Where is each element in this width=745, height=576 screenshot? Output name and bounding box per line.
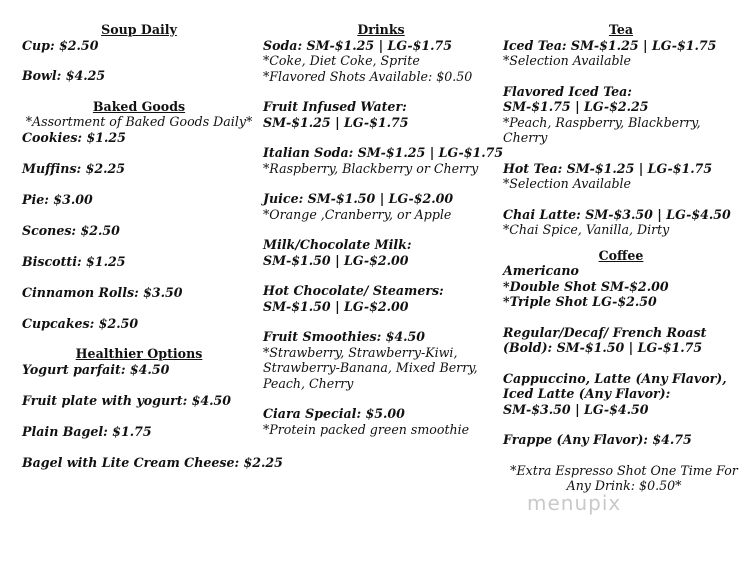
- smoothies-note: Strawberry-Banana, Mixed Berry,: [263, 360, 478, 375]
- baked-item: Cupcakes: $2.50: [22, 315, 139, 331]
- hot-tea: Hot Tea: SM-$1.25 | LG-$1.75: [503, 160, 713, 176]
- soup-heading: Soup Daily: [101, 22, 177, 37]
- smoothies-note: Peach, Cherry: [263, 375, 354, 391]
- smoothies-note: *Strawberry, Strawberry-Kiwi,: [263, 344, 458, 360]
- baked-item: Cookies: $1.25: [22, 129, 126, 145]
- extra-shot-note: Any Drink: $0.50*: [566, 478, 682, 493]
- column-left: [22, 22, 283, 470]
- fruit-water: Fruit Infused Water:: [263, 99, 407, 114]
- flavored-iced-tea: Flavored Iced Tea:: [503, 83, 632, 99]
- italian-soda: Italian Soda: SM-$1.25 | LG-$1.75: [263, 145, 504, 160]
- cappuccino-iced: Iced Latte (Any Flavor):: [503, 386, 671, 401]
- juice: Juice: SM-$1.50 | LG-$2.00: [263, 191, 454, 206]
- baked-item: Muffins: $2.25: [22, 160, 126, 176]
- chai-latte: Chai Latte: SM-$3.50 | LG-$4.50: [503, 206, 731, 222]
- chai-latte-note: *Chai Spice, Vanilla, Dirty: [503, 222, 670, 237]
- soda-price: Soda: SM-$1.25 | LG-$1.75: [263, 37, 453, 53]
- extra-shot-note: *Extra Espresso Shot One Time For: [510, 462, 738, 478]
- ciara-note: *Protein packed green smoothie: [263, 421, 470, 437]
- column-right: [503, 22, 739, 494]
- flavored-iced-tea-price: SM-$1.75 | LG-$2.25: [503, 99, 649, 114]
- hot-chocolate-price: SM-$1.50 | LG-$2.00: [263, 298, 409, 314]
- regular-coffee: Regular/Decaf/ French Roast: [503, 324, 707, 340]
- healthier-item: Plain Bagel: $1.75: [22, 423, 152, 439]
- healthier-heading: Healthier Options: [75, 346, 203, 361]
- milk-price: SM-$1.50 | LG-$2.00: [263, 252, 409, 268]
- milk: Milk/Chocolate Milk:: [263, 237, 412, 252]
- watermark-logo: menupix: [527, 491, 622, 515]
- soup-cup: Cup: $2.50: [22, 37, 99, 53]
- healthier-item: Fruit plate with yogurt: $4.50: [22, 392, 232, 408]
- regular-coffee-price: (Bold): SM-$1.50 | LG-$1.75: [503, 340, 703, 355]
- smoothies: Fruit Smoothies: $4.50: [263, 329, 426, 344]
- flavored-iced-tea-note: Cherry: [503, 130, 548, 145]
- tea-heading: Tea: [608, 22, 634, 37]
- coffee-heading: Coffee: [598, 247, 644, 263]
- cappuccino-price: SM-$3.50 | LG-$4.50: [503, 401, 649, 417]
- americano: Americano: [503, 263, 579, 278]
- americano-triple: *Triple Shot LG-$2.50: [503, 294, 657, 309]
- soda-note: *Coke, Diet Coke, Sprite: [263, 53, 420, 68]
- ciara-special: Ciara Special: $5.00: [263, 406, 405, 421]
- americano-double: *Double Shot SM-$2.00: [503, 278, 669, 294]
- baked-item: Pie: $3.00: [22, 191, 93, 207]
- iced-tea: Iced Tea: SM-$1.25 | LG-$1.75: [503, 37, 717, 53]
- baked-item: Scones: $2.50: [22, 222, 120, 238]
- baked-heading: Baked Goods: [92, 98, 186, 114]
- healthier-item: Bagel with Lite Cream Cheese: $2.25: [22, 454, 283, 470]
- frappe: Frappe (Any Flavor): $4.75: [503, 432, 692, 447]
- baked-item: Cinnamon Rolls: $3.50: [22, 284, 183, 300]
- soup-bowl: Bowl: $4.25: [22, 68, 106, 83]
- fruit-water-price: SM-$1.25 | LG-$1.75: [263, 114, 409, 130]
- column-middle: [263, 22, 504, 437]
- baked-note: *Assortment of Baked Goods Daily*: [25, 114, 253, 129]
- drinks-heading: Drinks: [357, 22, 405, 37]
- flavored-iced-tea-note: *Peach, Raspberry, Blackberry,: [503, 114, 701, 130]
- healthier-item: Yogurt parfait: $4.50: [22, 361, 170, 377]
- juice-note: *Orange ,Cranberry, or Apple: [263, 206, 452, 222]
- hot-chocolate: Hot Chocolate/ Steamers:: [263, 283, 444, 298]
- cappuccino: Cappuccino, Latte (Any Flavor),: [503, 370, 727, 386]
- soda-note: *Flavored Shots Available: $0.50: [263, 68, 473, 84]
- hot-tea-note: *Selection Available: [503, 176, 632, 191]
- baked-item: Biscotti: $1.25: [22, 253, 126, 269]
- iced-tea-note: *Selection Available: [503, 53, 632, 68]
- italian-soda-note: *Raspberry, Blackberry or Cherry: [263, 160, 479, 176]
